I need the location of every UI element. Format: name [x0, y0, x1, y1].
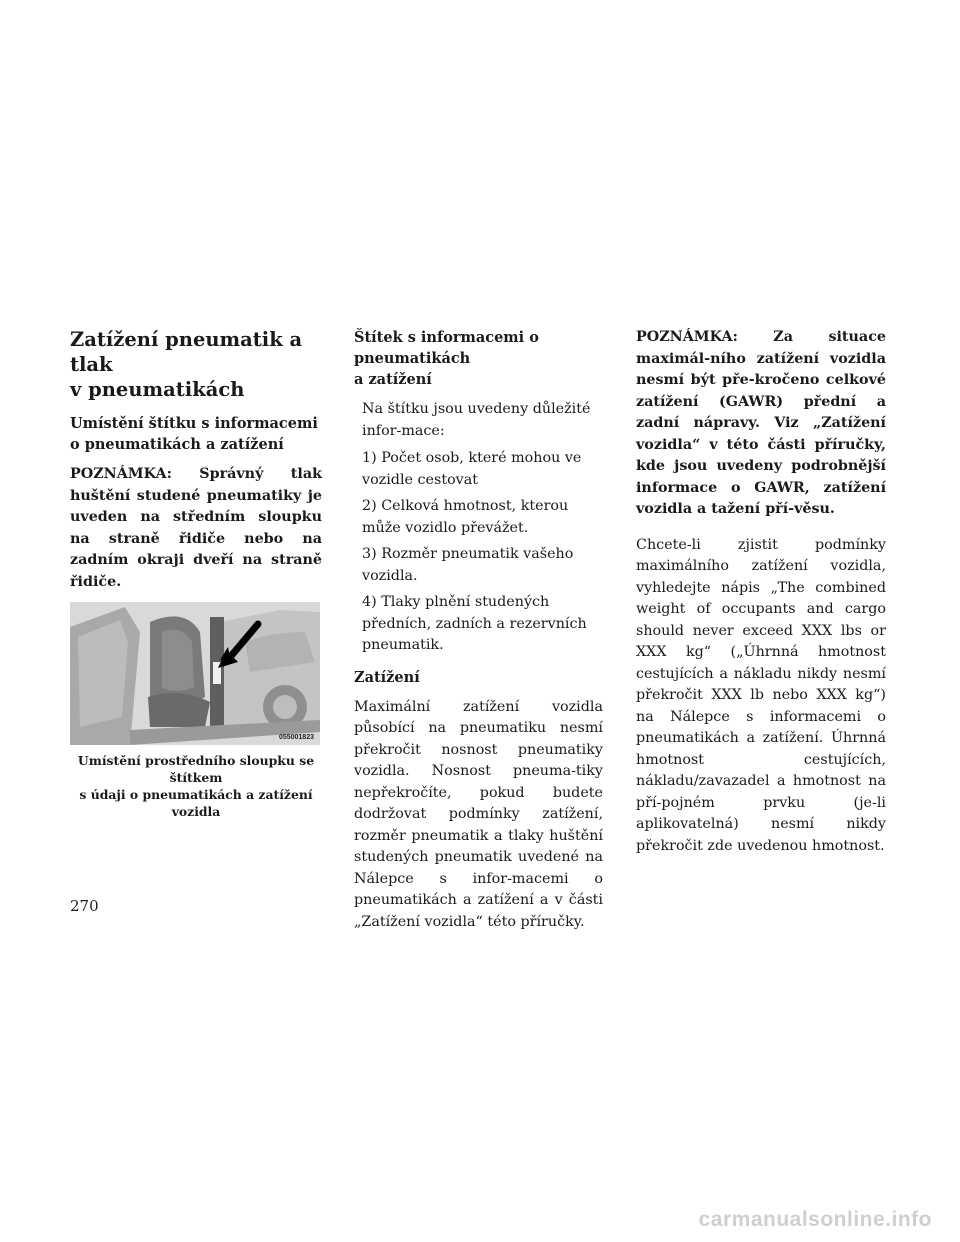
- list-item: 2) Celková hmotnost, kterou může vozidlo převážet.: [362, 498, 569, 536]
- section-heading-line2: v pneumatikách: [70, 378, 245, 401]
- label-info-heading-line2: a zatížení: [354, 371, 432, 388]
- tire-pressure-note: POZNÁMKA: Správný tlak huštění studené pneumatiky je uveden na středním sloupku na straně řidiče nebo na zadním okraji dveří na straně řidiče.: [70, 466, 322, 590]
- b-pillar-label-figure: [70, 602, 320, 745]
- car-door-illustration: [70, 602, 320, 745]
- section-heading: [70, 327, 322, 402]
- list-item: 3) Rozměr pneumatik vašeho vozidla.: [362, 546, 574, 584]
- label-location-heading-line1: Umístění štítku s informacemi: [70, 415, 318, 432]
- label-location-heading: [70, 413, 322, 455]
- label-info-intro: Na štítku jsou uvedeny důležité infor-mace:: [362, 401, 591, 439]
- label-info-list: [354, 448, 603, 657]
- column-middle: [354, 327, 603, 933]
- gawr-note: POZNÁMKA: Za situace maximál-ního zatížení vozidla nesmí být pře-kročeno celkové zatížení (GAWR) přední a zadní nápravy. Viz „Zatížení vozidla“ v této části příručky, kde jsou uvedeny podrobnější informace o GAWR, zatížení vozidla a tažení pří-věsu.: [636, 329, 886, 517]
- section-heading-line1: Zatížení pneumatik a tlak: [70, 328, 303, 376]
- figure-caption-line2: s údaji o pneumatikách a zatížení vozidla: [79, 787, 313, 819]
- loading-heading: Zatížení: [354, 668, 420, 686]
- figure-code: 055001823: [278, 734, 314, 741]
- figure-caption: [70, 752, 322, 820]
- watermark: carmanualsonline.info: [698, 1208, 932, 1231]
- list-item: 4) Tlaky plnění studených předních, zadních a rezervních pneumatik.: [362, 594, 587, 653]
- label-info-heading-line1: Štítek s informacemi o pneumatikách: [354, 329, 539, 367]
- column-left: [70, 327, 322, 820]
- label-info-heading: [354, 327, 603, 390]
- figure-caption-line1: Umístění prostředního sloupku se štítkem: [77, 753, 315, 785]
- max-load-paragraph: Chcete-li zjistit podmínky maximálního zatížení vozidla, vyhledejte nápis „The combined weight of occupants and cargo should never exceed XXX lbs or XXX kg“ („Úhrnná hmotnost cestujících a nákladu nikdy nesmí překročit XXX lb nebo XXX kg“) na Nálepce s informacemi o pneumatikách a zatížení. Úhrnná hmotnost cestujících, nákladu/zavazadel a hmotnost na pří-pojném prvku (je-li aplikovatelná) nesmí nikdy překročit zde uvedenou hmotnost.: [636, 536, 886, 854]
- list-item: 1) Počet osob, které mohou ve vozidle cestovat: [362, 450, 582, 488]
- loading-paragraph: Maximální zatížení vozidla působící na pneumatiku nesmí překročit nosnost pneumatiky vozidla. Nosnost pneuma-tiky nepřekročíte, pokud budete dodržovat podmínky zatížení, rozměr pneumatik a tlaky huštění studených pneumatik uvedené na Nálepce s infor-macemi o pneumatikách a zatížení a v části „Zatížení vozidla“ této příručky.: [354, 698, 603, 930]
- label-location-heading-line2: o pneumatikách a zatížení: [70, 436, 284, 453]
- page-number: 270: [70, 897, 99, 915]
- column-right: [636, 327, 886, 857]
